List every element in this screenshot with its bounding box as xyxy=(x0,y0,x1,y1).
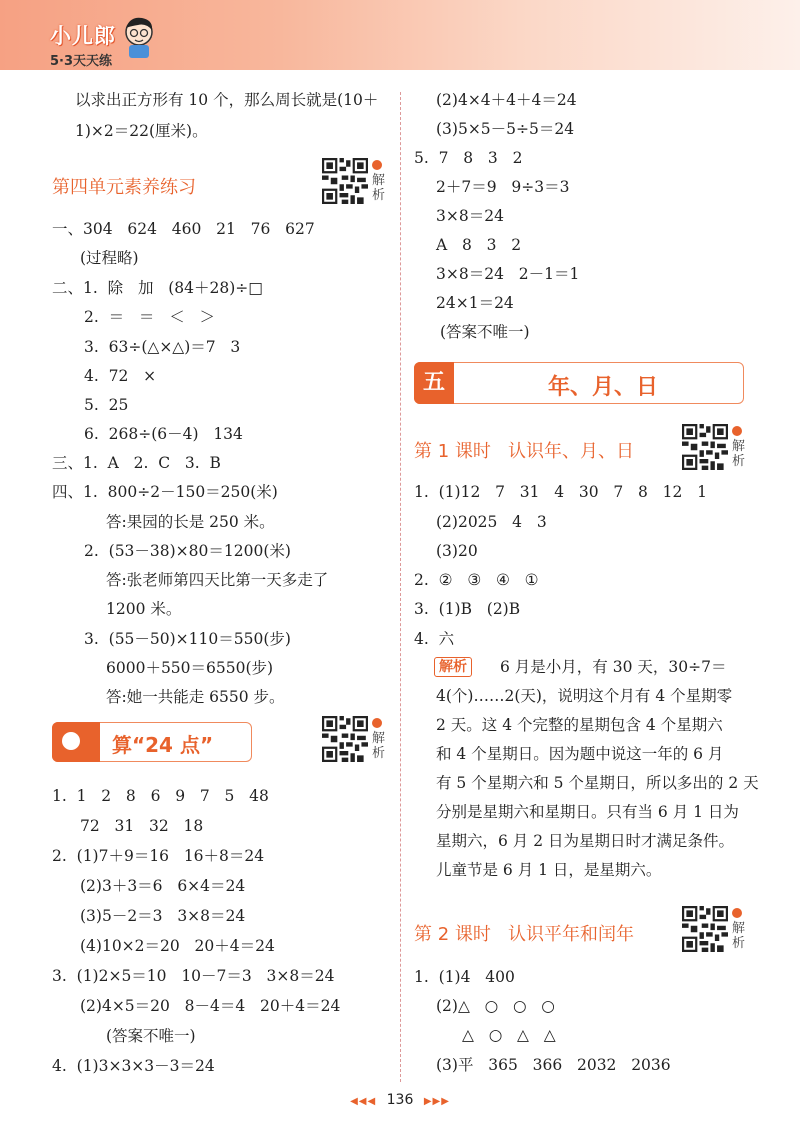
answer-line: 3×8＝24 2－1＝1 xyxy=(436,265,580,283)
answer-line: 3. (1)2×5＝10 10－7＝3 3×8＝24 xyxy=(52,967,335,985)
analysis-line: 2 天。这 4 个完整的星期包含 4 个星期六 xyxy=(436,716,723,734)
answer-line xyxy=(52,219,315,239)
item-marker: 三、 xyxy=(52,454,84,472)
answer-line: 5. 25 xyxy=(84,396,129,414)
answer-line: 6. 268÷(6－4) 134 xyxy=(84,425,243,443)
answer-line xyxy=(52,453,221,473)
analysis-line: 4(个)……2(天)，说明这个月有 4 个星期零 xyxy=(436,687,733,705)
item-text: 304 624 460 21 76 627 xyxy=(83,220,315,238)
qr-code-icon[interactable] xyxy=(322,158,368,204)
answer-line: (答案不唯一) xyxy=(106,1027,196,1045)
column-divider xyxy=(400,92,401,1082)
answer-line: (4)10×2＝20 20＋4＝24 xyxy=(80,937,275,955)
page-footer xyxy=(0,1092,800,1108)
analysis-line: 星期六，6 月 2 日为星期日时才满足条件。 xyxy=(436,832,735,850)
unit-number-tag: 五 xyxy=(414,362,454,404)
answer-line xyxy=(52,482,278,502)
answer-line: 24×1＝24 xyxy=(436,294,514,312)
answer-line: 2＋7＝9 9÷3＝3 xyxy=(436,178,570,196)
answer-line: 2. (1)7＋9＝16 16＋8＝24 xyxy=(52,847,265,865)
logo-sub-text: 5·3天天练 xyxy=(50,54,113,69)
section-title-24-points: 算“24 点” xyxy=(112,733,214,757)
logo-main-text: 小儿郎 xyxy=(50,24,116,48)
item-text: 1. 除 加 (84＋28)÷□ xyxy=(83,279,263,297)
answer-line: (2)4×4＋4＋4＝24 xyxy=(436,91,577,109)
answer-line: (2)△ ○ ○ ○ xyxy=(436,997,555,1015)
next-arrows-icon: ▶▶▶ xyxy=(423,1096,450,1107)
answer-line: (3)平 365 366 2032 2036 xyxy=(436,1056,671,1074)
answer-line: A 8 3 2 xyxy=(436,236,522,254)
answer-line: 1. (1)4 400 xyxy=(414,968,515,986)
answer-line: (2)2025 4 3 xyxy=(436,513,547,531)
analysis-line: 儿童节是 6 月 1 日，是星期六。 xyxy=(436,861,662,879)
item-marker: 一、 xyxy=(52,220,84,238)
play-icon xyxy=(372,160,382,170)
answer-line: 答:张老师第四天比第一天多走了 xyxy=(106,571,329,589)
play-icon xyxy=(372,718,382,728)
analysis-line: 和 4 个星期日。因为题中说这一年的 6 月 xyxy=(436,745,724,763)
qr-analysis-label: 解析 xyxy=(372,173,386,203)
mascot-icon xyxy=(120,14,158,60)
answer-line: (3)5－2＝3 3×8＝24 xyxy=(80,907,246,925)
lesson-title: 第 2 课时 认识平年和闰年 xyxy=(414,924,635,945)
qr-analysis-label: 解析 xyxy=(732,921,746,951)
item-marker: 四、 xyxy=(52,483,84,501)
answer-line: 答:她一共能走 6550 步。 xyxy=(106,688,285,706)
answer-line: 4. (1)3×3×3－3＝24 xyxy=(52,1057,215,1075)
text-line: 1)×2＝22(厘米)。 xyxy=(75,122,208,140)
answer-line: (过程略) xyxy=(80,249,139,267)
answer-line: (3)5×5－5÷5＝24 xyxy=(436,120,575,138)
answer-line: 1200 米。 xyxy=(106,600,182,618)
answer-line: △ ○ △ △ xyxy=(462,1026,556,1044)
unit-title: 年、月、日 xyxy=(548,375,659,400)
item-marker: 二、 xyxy=(52,279,84,297)
play-icon xyxy=(732,908,742,918)
item-text: 1. A 2. C 3. B xyxy=(83,454,221,472)
item-text: 1. 800÷2－150＝250(米) xyxy=(83,483,278,501)
lesson-title: 第 1 课时 认识年、月、日 xyxy=(414,441,635,462)
answer-line: 1. (1)12 7 31 4 30 7 8 12 1 xyxy=(414,483,708,501)
answer-line: 4. 六 xyxy=(414,630,455,648)
answer-line xyxy=(52,278,263,298)
answer-line: 3. (55－50)×110＝550(步) xyxy=(84,630,291,648)
answer-line: 6000＋550＝6550(步) xyxy=(106,659,274,677)
answer-line: 2. (53－38)×80＝1200(米) xyxy=(84,542,291,560)
answer-line: 4. 72 × xyxy=(84,367,157,385)
answer-line: (2)4×5＝20 8－4＝4 20＋4＝24 xyxy=(80,997,341,1015)
answer-line: 5. 7 8 3 2 xyxy=(414,149,523,167)
answer-line: 2. ② ③ ④ ① xyxy=(414,571,539,589)
answer-line: 3. (1)B (2)B xyxy=(414,600,521,618)
qr-analysis-label: 解析 xyxy=(732,439,746,469)
qr-code-icon[interactable] xyxy=(682,906,728,952)
qr-analysis-label: 解析 xyxy=(372,731,386,761)
analysis-line: 有 5 个星期六和 5 个星期日，所以多出的 2 天 xyxy=(436,774,759,792)
brand-logo xyxy=(50,20,116,69)
play-icon xyxy=(732,426,742,436)
answer-line: (答案不唯一) xyxy=(440,323,530,341)
answer-line: (2)3＋3＝6 6×4＝24 xyxy=(80,877,246,895)
answer-line: 3×8＝24 xyxy=(436,207,504,225)
answer-line: (3)20 xyxy=(436,542,478,560)
qr-code-icon[interactable] xyxy=(322,716,368,762)
prev-arrows-icon: ◀◀◀ xyxy=(350,1096,377,1107)
answer-line: 72 31 32 18 xyxy=(80,817,204,835)
analysis-line: 6 月是小月，有 30 天，30÷7＝ xyxy=(500,658,727,676)
analysis-tag: 解析 xyxy=(434,657,472,677)
circle-icon xyxy=(62,732,80,750)
analysis-line: 分别是星期六和星期日。只有当 6 月 1 日为 xyxy=(436,803,739,821)
answer-line: 2. ＝ ＝ ＜ ＞ xyxy=(84,308,215,326)
text-line: 以求出正方形有 10 个，那么周长就是(10＋ xyxy=(75,91,379,109)
qr-code-icon[interactable] xyxy=(682,424,728,470)
section-title-unit4: 第四单元素养练习 xyxy=(52,177,196,198)
answer-line: 3. 63÷(△×△)＝7 3 xyxy=(84,338,241,356)
answer-line: 答:果园的长是 250 米。 xyxy=(106,513,275,531)
answer-line: 1. 1 2 8 6 9 7 5 48 xyxy=(52,787,269,805)
page-number: 136 xyxy=(386,1092,414,1108)
